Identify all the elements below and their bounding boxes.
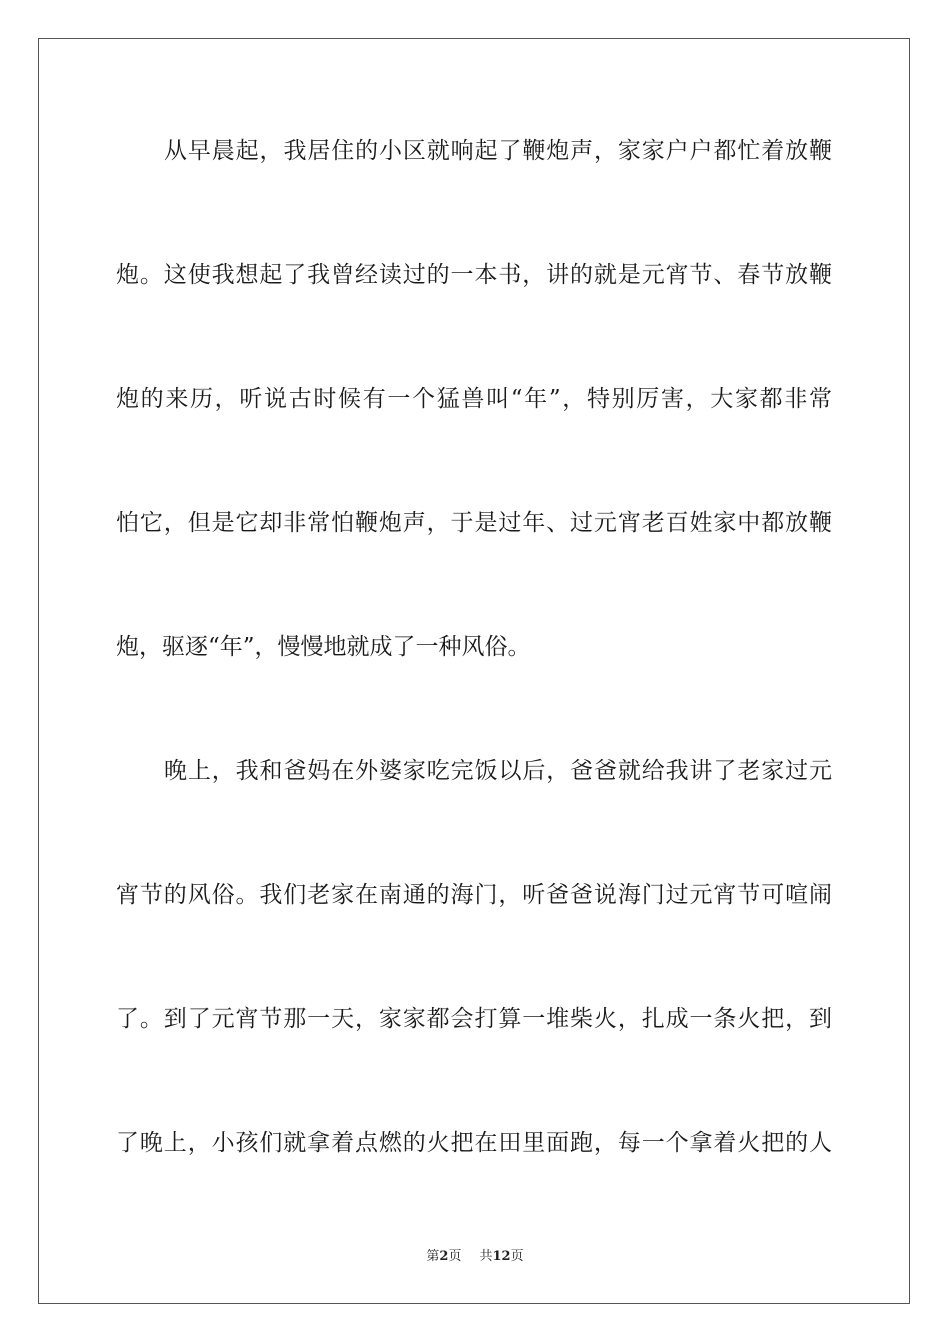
text-line: 宵节的风俗。我们老家在南通的海门，听爸爸说海门过元宵节可喧闹 bbox=[116, 882, 832, 908]
page-footer bbox=[0, 1248, 950, 1266]
text-line: 炮。这使我想起了我曾经读过的一本书，讲的就是元宵节、春节放鞭 bbox=[116, 262, 832, 288]
text-line: 炮的来历，听说古时候有一个猛兽叫“年”，特别厉害，大家都非常 bbox=[116, 386, 832, 412]
text-line: 从早晨起，我居住的小区就响起了鞭炮声，家家户户都忙着放鞭 bbox=[164, 138, 832, 164]
footer-page-prefix: 第 bbox=[426, 1249, 440, 1264]
footer-total-prefix: 共 bbox=[479, 1249, 493, 1264]
footer-total-suffix: 页 bbox=[510, 1249, 524, 1264]
text-line: 怕它，但是它却非常怕鞭炮声，于是过年、过元宵老百姓家中都放鞭 bbox=[116, 510, 832, 536]
footer-page-suffix: 页 bbox=[448, 1249, 462, 1264]
page-border bbox=[38, 38, 910, 1304]
footer-page-number: 2 bbox=[439, 1249, 449, 1264]
text-line: 了。到了元宵节那一天，家家都会打算一堆柴火，扎成一条火把，到 bbox=[116, 1006, 832, 1032]
text-line: 晚上，我和爸妈在外婆家吃完饭以后，爸爸就给我讲了老家过元 bbox=[164, 758, 832, 784]
footer-total-pages: 12 bbox=[492, 1249, 511, 1264]
text-line: 了晚上，小孩们就拿着点燃的火把在田里面跑，每一个拿着火把的人 bbox=[116, 1130, 832, 1156]
text-line: 炮，驱逐“年”，慢慢地就成了一种风俗。 bbox=[116, 634, 531, 660]
